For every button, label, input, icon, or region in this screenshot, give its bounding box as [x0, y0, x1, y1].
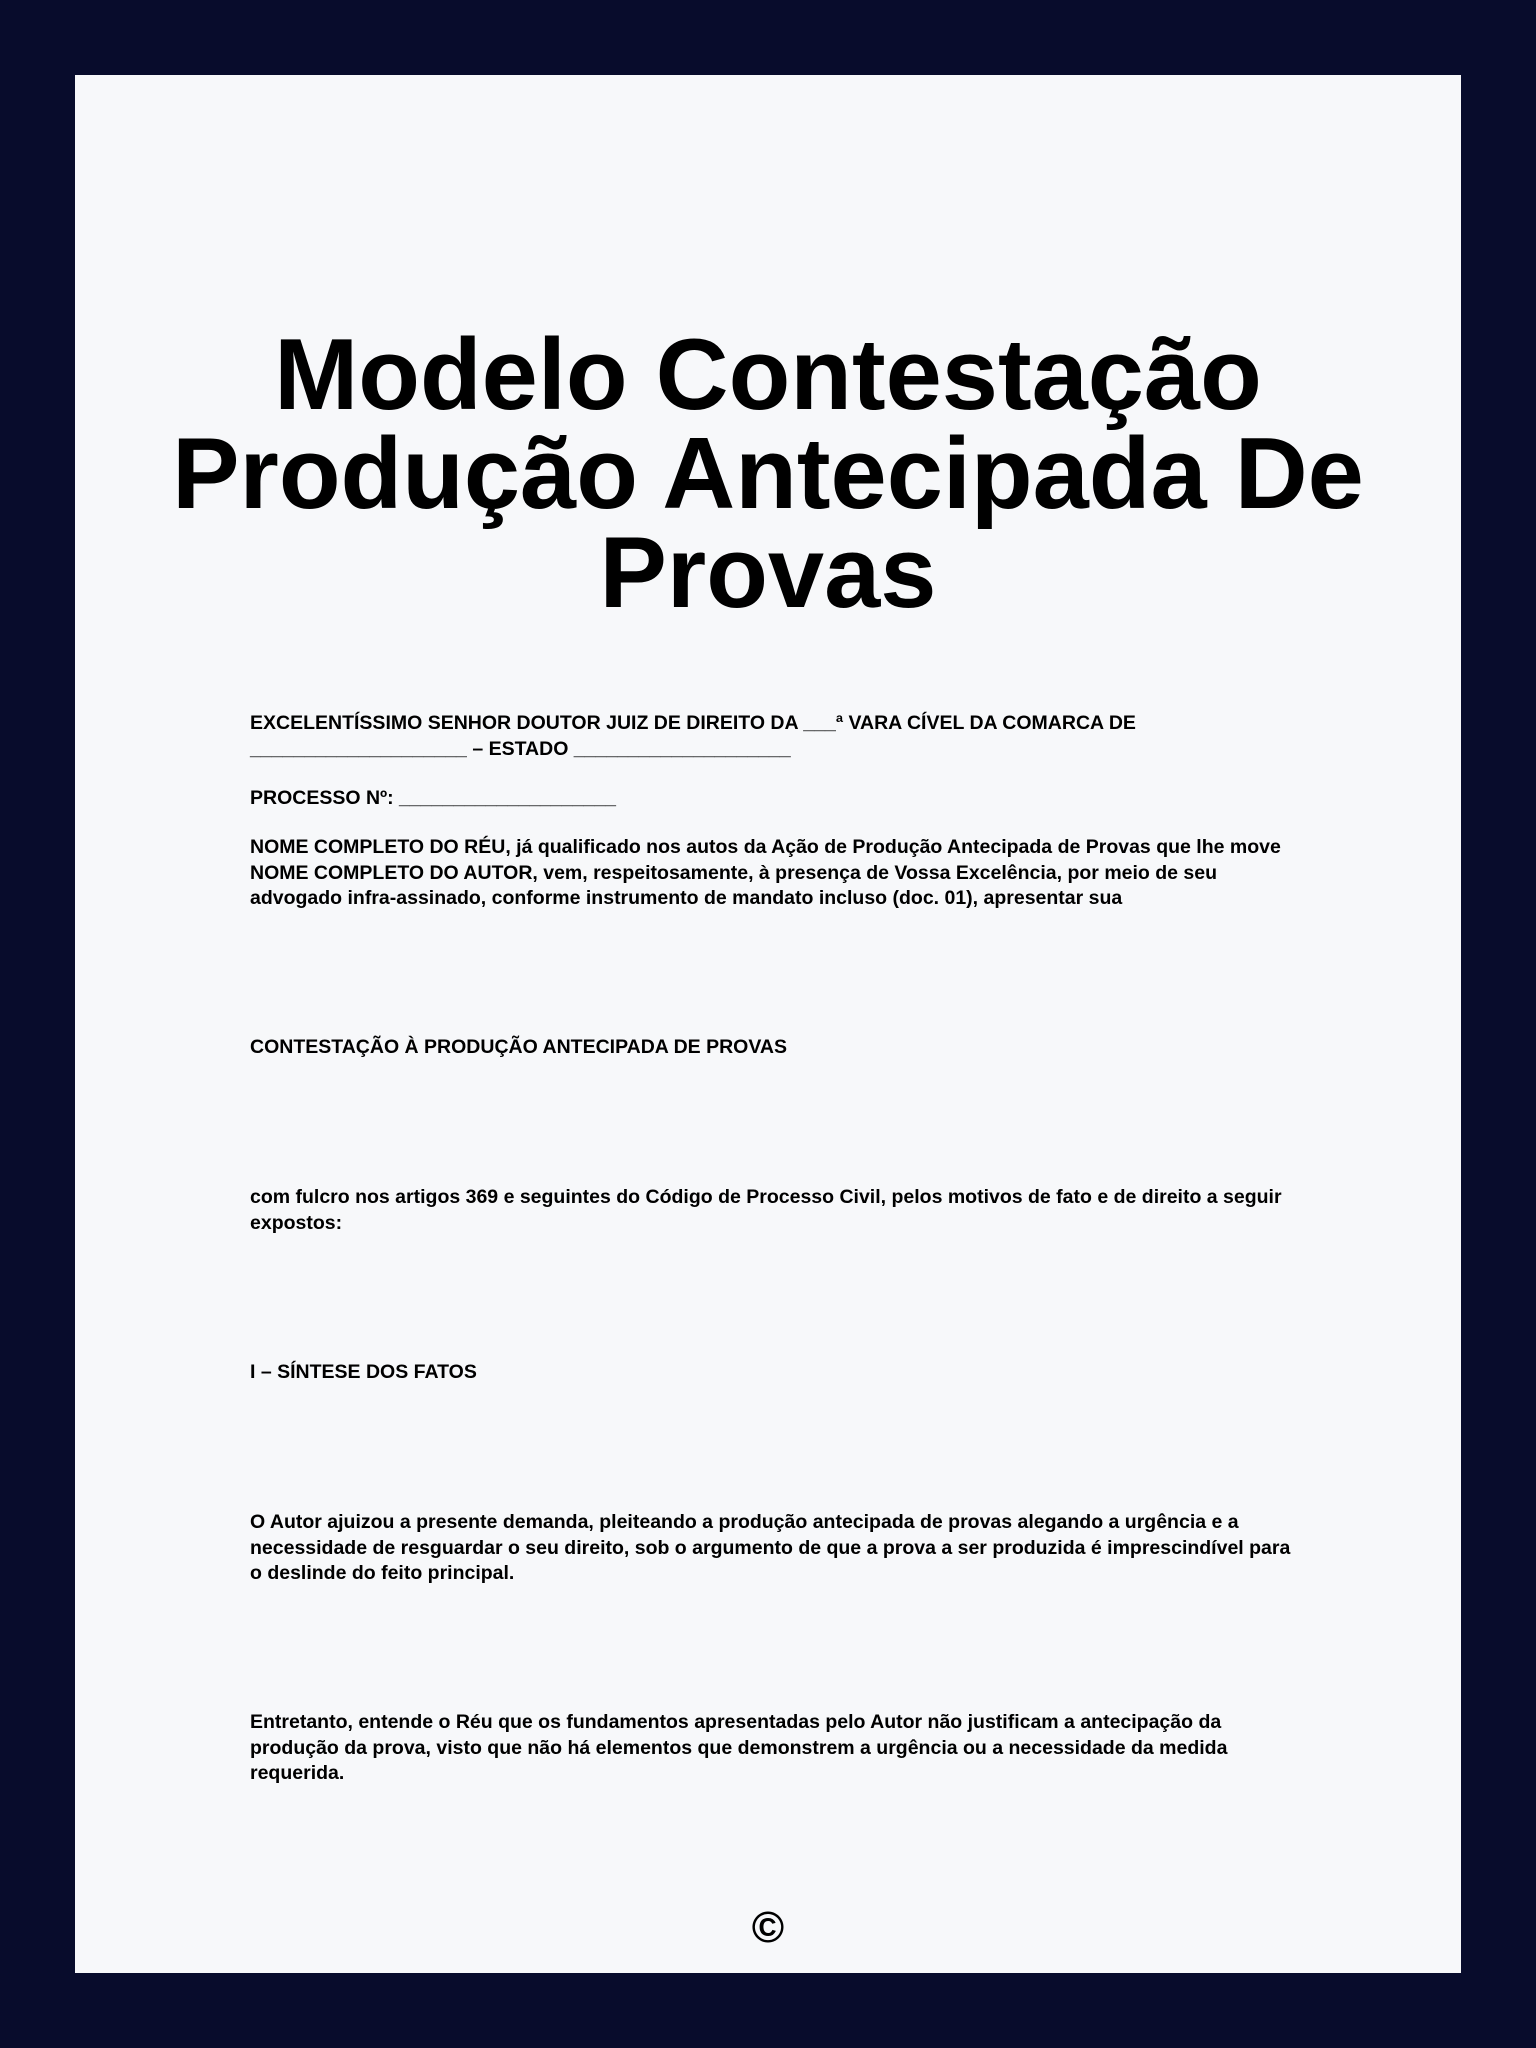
section-heading-sintese: I – SÍNTESE DOS FATOS [250, 1361, 477, 1383]
document-title: Modelo Contestação Produção Antecipada De Provas [172, 319, 1364, 629]
section-heading-contestacao: CONTESTAÇÃO À PRODUÇÃO ANTECIPADA DE PROVAS [250, 1036, 787, 1058]
document-page [75, 75, 1461, 1973]
legal-basis-paragraph: com fulcro nos artigos 369 e seguintes do Código de Processo Civil, pelos motivos de fato e de direito a seguir expostos: [250, 1186, 1282, 1234]
facts-paragraph: O Autor ajuizou a presente demanda, pleiteando a produção antecipada de provas alegando a urgência e a necessidade de resguardar o seu direito, sob o argumento de que a prova a ser produzida é imprescindível para o deslinde do feito principal. [250, 1511, 1291, 1584]
process-number-paragraph: PROCESSO Nº: ____________________ [250, 787, 616, 809]
copyright-icon: © [751, 1903, 785, 1952]
intro-paragraph: NOME COMPLETO DO RÉU, já qualificado nos autos da Ação de Produção Antecipada de Provas que lhe move NOME COMPLETO DO AUTOR, vem, respeitosamente, à presença de Vossa Excelência, por meio de seu advogado infra-assinado, conforme instrumento de mandato incluso (doc. 01), apresentar sua [250, 836, 1281, 909]
argument-paragraph: Entretanto, entende o Réu que os fundamentos apresentadas pelo Autor não justificam a antecipação da produção da prova, visto que não há elementos que demonstrem a urgência ou a necessidade da medida requerida. [250, 1711, 1228, 1784]
addressee-paragraph: EXCELENTÍSSIMO SENHOR DOUTOR JUIZ DE DIREITO DA ___ª VARA CÍVEL DA COMARCA DE ____________________ – ESTADO ____________________ [250, 712, 1136, 760]
